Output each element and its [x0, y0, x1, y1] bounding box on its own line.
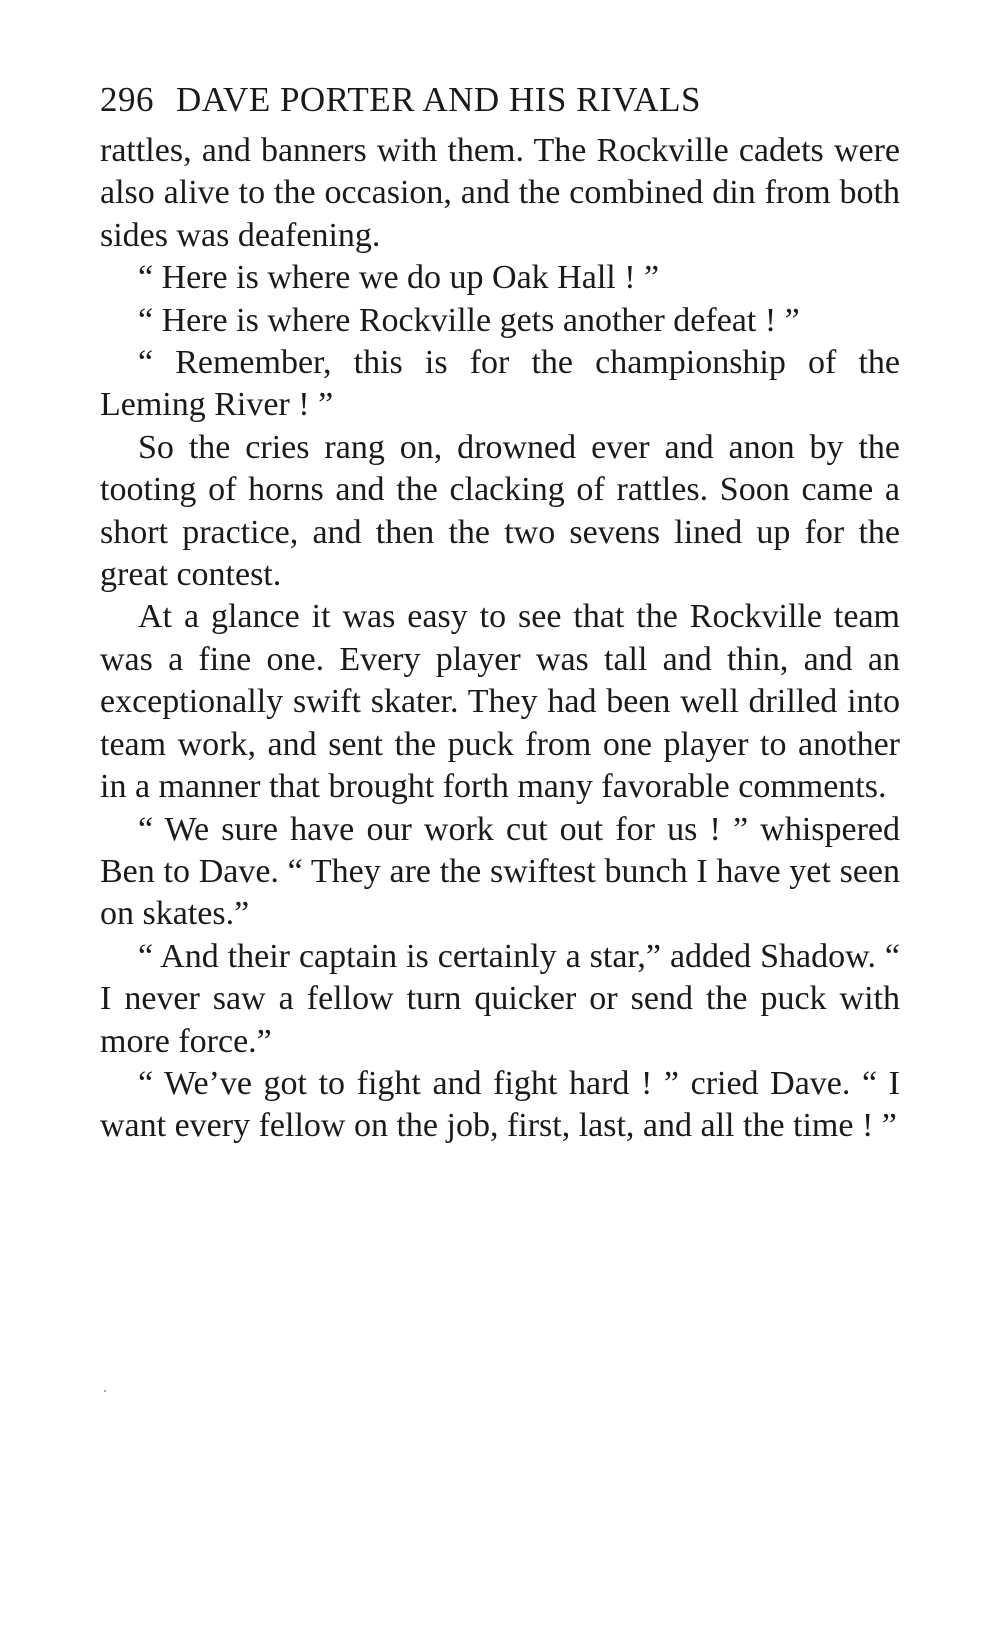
- paragraph: “ And their captain is certainly a star,” added Shadow. “ I never saw a fellow turn quicker or send the puck with more force.”: [100, 937, 900, 1060]
- body-text: [100, 130, 900, 1148]
- paragraph: “ Remember, this is for the championship of the Leming River ! ”: [100, 344, 900, 424]
- paragraph: At a glance it was easy to see that the Rockville team was a fine one. Every player was tall and thin, and an exceptionally swift skater. They had been well drilled into team work, and sent the puck from one player to another in a manner that brought forth many favorable comments.: [100, 598, 900, 806]
- paragraph: “ We’ve got to fight and fight hard ! ” cried Dave. “ I want every fellow on the job, first, last, and all the time ! ”: [100, 1064, 900, 1145]
- paragraph: “ Here is where Rockville gets another defeat ! ”: [138, 301, 800, 339]
- paragraph: “ Here is where we do up Oak Hall ! ”: [138, 259, 660, 297]
- running-title: DAVE PORTER AND HIS RIVALS: [176, 80, 701, 119]
- scan-speck: [104, 1390, 106, 1392]
- paragraph: “ We sure have our work cut out for us ! ” whispered Ben to Dave. “ They are the swiftest bunch I have yet seen on skates.”: [100, 810, 900, 933]
- running-head: [100, 78, 900, 122]
- page-number: 296: [100, 80, 154, 119]
- paragraph: rattles, and banners with them. The Rockville cadets were also alive to the occasion, and the combined din from both sides was deafening.: [100, 132, 900, 254]
- book-page: [100, 78, 900, 1148]
- paragraph: So the cries rang on, drowned ever and anon by the tooting of horns and the clacking of rattles. Soon came a short practice, and then the two sevens lined up for the great contest.: [100, 428, 900, 594]
